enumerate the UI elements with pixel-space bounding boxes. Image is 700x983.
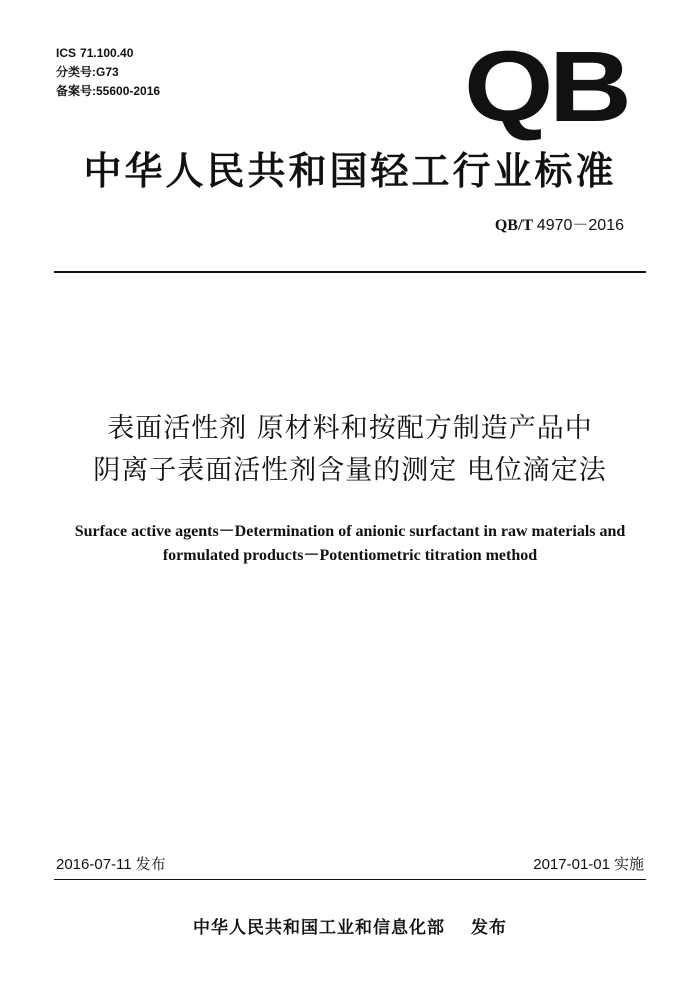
chinese-title-line-1: 表面活性剂 原材料和按配方制造产品中 [107,413,593,444]
classification-info [56,44,160,101]
ics-value: 71.100.40 [80,46,134,60]
publisher-word: 发布 [471,918,507,938]
english-title-line-2: formulated products－Potentiometric titration method [162,547,538,564]
qb-logo: QB [464,31,628,143]
publisher [0,913,700,938]
class-value: G73 [96,65,119,79]
record-line [56,82,160,101]
record-value: 55600-2016 [96,84,161,98]
issue-date-value: 2016-07-11 [56,856,132,873]
footer-divider [54,879,646,880]
header-divider [54,271,646,273]
standard-prefix: QB/T [494,217,533,234]
english-title [0,520,700,568]
class-label: 分类号: [56,65,96,79]
issue-date-word: 发布 [135,855,166,873]
chinese-title-line-2: 阴离子表面活性剂含量的测定 电位滴定法 [93,455,607,486]
ics-label: ICS [56,46,77,60]
standard-number: 4970－2016 [536,217,624,234]
record-label: 备案号: [56,84,96,98]
implementation-date-value: 2017-01-01 [533,856,610,873]
org-title: 中华人民共和国轻工行业标准 [83,149,617,193]
issue-date [56,853,166,874]
ics-line [56,44,160,63]
standard-code [495,212,624,235]
english-title-line-1: Surface active agents－Determination of anionic surfactant in raw materials and [74,523,626,540]
implementation-date [533,853,644,874]
class-line [56,63,160,82]
chinese-title [0,408,700,492]
publisher-name: 中华人民共和国工业和信息化部 [193,918,445,938]
implementation-date-word: 实施 [613,855,644,873]
